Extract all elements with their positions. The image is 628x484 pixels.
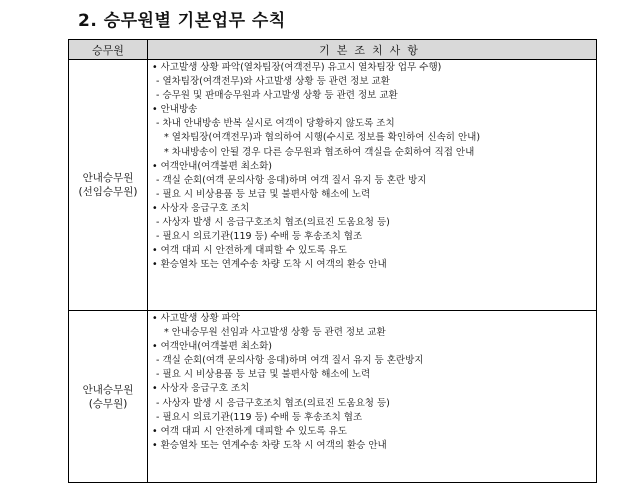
duty-subitem: - 필요 시 비상용품 등 보급 및 불편사항 해소에 노력 bbox=[156, 369, 371, 381]
duty-note: * 안내승무원 선임과 사고발생 상황 등 관련 정보 교환 bbox=[164, 327, 386, 339]
duty-item: • 안내방송 bbox=[152, 104, 198, 116]
duty-item: • 여객안내(여객불편 최소화) bbox=[152, 341, 273, 353]
duty-subitem: - 사상자 발생 시 응급구호조치 협조(의료진 도움요청 등) bbox=[156, 397, 390, 409]
duty-subitem: - 사상자 발생 시 응급구호조치 협조(의료진 도움요청 등) bbox=[156, 217, 390, 229]
role-cell bbox=[69, 311, 148, 483]
duty-table bbox=[68, 39, 597, 483]
duty-subitem: - 차내 안내방송 반복 실시로 여객이 당황하지 않도록 조치 bbox=[156, 118, 395, 130]
duty-subitem: - 필요시 의료기관(119 등) 수배 등 후송조치 협조 bbox=[156, 411, 363, 423]
duty-item: • 사상자 응급구호 조치 bbox=[152, 202, 250, 214]
duties-cell bbox=[148, 311, 597, 483]
duty-note: * 열차팀장(여객전무)과 협의하여 시행(수시로 정보를 확인하여 신속히 안내) bbox=[164, 132, 481, 144]
duty-subitem: - 객실 순회(여객 문의사항 응대)하며 여객 질서 유지 등 혼란 방지 bbox=[156, 174, 427, 186]
duty-subitem: - 객실 순회(여객 문의사항 응대)하며 여객 질서 유지 등 혼란방지 bbox=[156, 355, 424, 367]
table-row bbox=[69, 311, 597, 483]
table-header-row bbox=[69, 40, 597, 60]
section-heading: 2. 승무원별 기본업무 수칙 bbox=[78, 11, 286, 31]
duty-item: • 여객안내(여객불편 최소화) bbox=[152, 160, 273, 172]
role-subtitle: (승무원) bbox=[88, 397, 128, 410]
duty-subitem: - 필요 시 비상용품 등 보급 및 불편사항 해소에 노력 bbox=[156, 188, 371, 200]
duty-note: * 차내방송이 안될 경우 다른 승무원과 협조하여 객실을 순회하여 직접 안내 bbox=[164, 146, 475, 158]
role-cell bbox=[69, 60, 148, 311]
duty-subitem: - 필요시 의료기관(119 등) 수배 등 후송조치 협조 bbox=[156, 231, 363, 243]
role-name: 안내승무원 bbox=[82, 383, 134, 396]
duties-cell bbox=[148, 60, 597, 311]
header-duties: 기본조치사항 bbox=[148, 40, 597, 60]
duty-item: • 환승열차 또는 연계수송 차량 도착 시 여객의 환승 안내 bbox=[152, 439, 387, 451]
duty-subitem: - 열차팀장(여객전무)와 사고발생 상황 등 관련 정보 교환 bbox=[156, 76, 390, 88]
table-row bbox=[69, 60, 597, 311]
duty-item: • 사고발생 상황 파악(열차팀장(여객전무) 유고시 열차팀장 업무 수행) bbox=[152, 62, 442, 73]
duty-item: • 여객 대피 시 안전하게 대피할 수 있도록 유도 bbox=[152, 245, 347, 257]
duty-subitem: - 승무원 및 판매승무원과 사고발생 상황 등 관련 정보 교환 bbox=[156, 90, 398, 102]
header-role: 승무원 bbox=[69, 40, 148, 60]
role-subtitle: (선임승무원) bbox=[78, 186, 138, 198]
duty-item: • 환승열차 또는 연계수송 차량 도착 시 여객의 환승 안내 bbox=[152, 259, 387, 271]
duty-item: • 사고발생 상황 파악 bbox=[152, 313, 241, 324]
duty-item: • 여객 대피 시 안전하게 대피할 수 있도록 유도 bbox=[152, 425, 347, 437]
role-name: 안내승무원 bbox=[82, 172, 134, 184]
duty-item: • 사상자 응급구호 조치 bbox=[152, 383, 250, 395]
